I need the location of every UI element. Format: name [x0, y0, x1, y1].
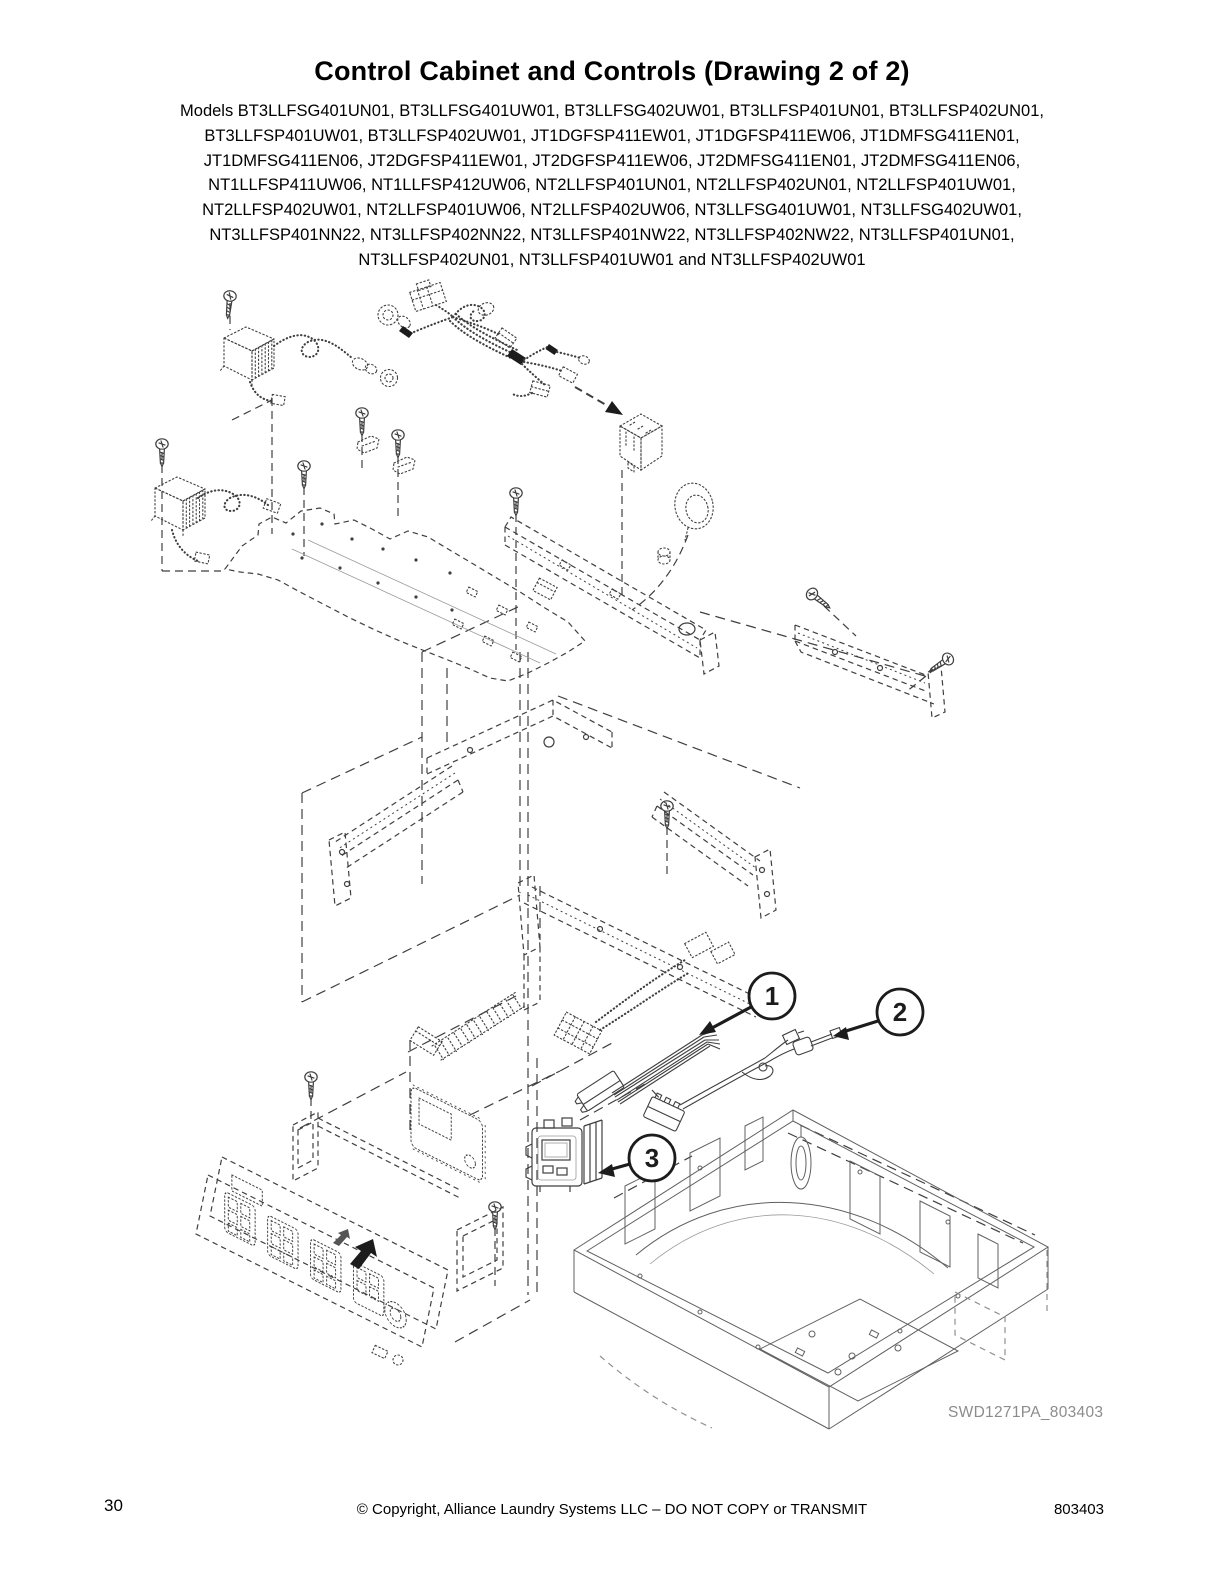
model-line: BT3LLFSP401UW01, BT3LLFSP402UW01, JT1DGFSP411EW01, JT1DGFSP411EW06, JT1DMFSG411EN01,	[204, 126, 1020, 145]
model-line: NT2LLFSP402UW01, NT2LLFSP401UW06, NT2LLFSP402UW06, NT3LLFSG401UW01, NT3LLFSG402UW01,	[202, 201, 1022, 220]
callout-3-label: 3	[644, 1143, 660, 1173]
leader-lines	[162, 303, 936, 1286]
mounting-plate	[225, 508, 585, 681]
model-line: Models BT3LLFSG401UN01, BT3LLFSG401UW01, BT3LLFSG402UW01, BT3LLFSP401UN01, BT3LLFSP402UN01,	[180, 102, 1044, 120]
retainer-clips	[357, 436, 415, 474]
ribbon-cable	[410, 992, 525, 1060]
wire-connector-block	[620, 414, 662, 472]
display-board	[411, 1084, 485, 1185]
wire-harness-2	[643, 1028, 842, 1132]
mounting-channel-bracket	[505, 517, 719, 674]
footer-page-number: 30	[104, 1496, 123, 1515]
transformer-1	[220, 327, 398, 406]
left-rail	[329, 766, 463, 906]
ferrite-clip	[533, 578, 557, 600]
model-line: NT3LLFSP401NN22, NT3LLFSP402NN22, NT3LLFSP401NW22, NT3LLFSP402NW22, NT3LLFSP401UN01,	[209, 225, 1015, 244]
model-line: JT1DMFSG411EN06, JT2DGFSP411EW01, JT2DGFSP411EW06, JT2DMFSG411EN01, JT2DMFSG411EN06,	[203, 151, 1021, 170]
right-mounting-bracket	[795, 625, 945, 718]
bottom-rail	[518, 875, 764, 1017]
screw-icons	[156, 290, 956, 1229]
footer-copyright: © Copyright, Alliance Laundry Systems LLC – DO NOT COPY or TRANSMIT	[356, 1501, 868, 1518]
alignment-lines	[300, 606, 1035, 1342]
grommet	[671, 480, 718, 540]
callout-1-badge	[699, 973, 795, 1035]
model-line: NT1LLFSP411UW06, NT1LLFSP412UW06, NT2LLFSP401UN01, NT2LLFSP402UN01, NT2LLFSP401UW01,	[208, 176, 1016, 195]
callout-3-badge	[598, 1135, 675, 1181]
panel-rear-frame	[293, 1112, 503, 1291]
drawing-id-watermark: SWD1271PA_803403	[948, 1404, 1104, 1421]
main-wire-harness	[378, 277, 623, 415]
cap-plug	[658, 548, 670, 564]
transformer-2	[151, 477, 281, 564]
callout-1-label: 1	[764, 981, 780, 1011]
control-panel	[196, 1157, 448, 1365]
callout-2-badge	[833, 989, 923, 1040]
model-line: NT3LLFSP402UN01, NT3LLFSP401UW01 and NT3LLFSP402UW01	[358, 250, 866, 269]
callout-2-label: 2	[892, 997, 908, 1027]
cabinet-dashed-overlays	[600, 1250, 1047, 1428]
page-title: Control Cabinet and Controls (Drawing 2 of 2)	[314, 56, 910, 86]
footer-doc-number: 803403	[1053, 1501, 1104, 1518]
